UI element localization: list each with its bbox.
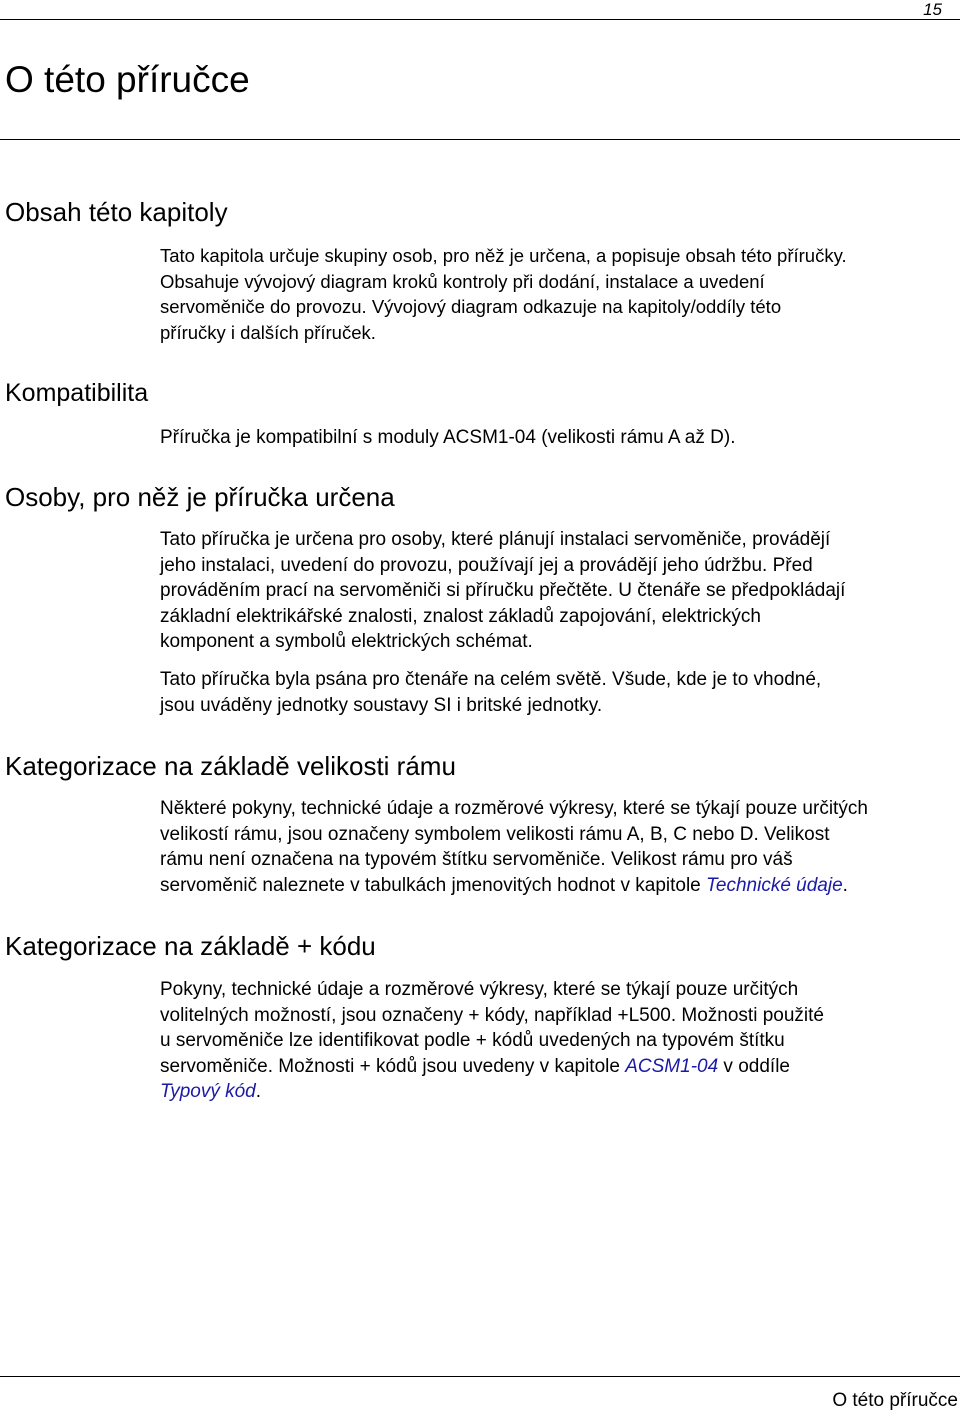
section-heading-audience: Osoby, pro něž je příručka určena (5, 482, 395, 512)
text-line: u servoměniče lze identifikovat podle + kódů uvedených na typovém štítku (160, 1030, 785, 1051)
text-line: Tato kapitola určuje skupiny osob, pro něž je určena, a popisuje obsah této příručky. (160, 245, 847, 266)
text-line: základní elektrikářské znalosti, znalost základů zapojování, elektrických (160, 605, 761, 627)
text-line: jeho instalaci, uvedení do provozu, používají jej a provádějí jeho údržbu. Před (160, 554, 813, 576)
text-line: Tato příručka byla psána pro čtenáře na celém světě. Všude, kde je to vhodné, (160, 669, 822, 690)
text-fragment: servoměniče. Možnosti + kódů jsou uvedeny v kapitole (160, 1055, 626, 1077)
text-line: jsou uváděny jednotky soustavy SI i britské jednotky. (160, 694, 603, 716)
text-fragment: . (842, 874, 848, 896)
link-technical-data[interactable]: Technické údaje (706, 874, 843, 896)
chapter-rule (0, 139, 960, 140)
audience-paragraph-2 (160, 667, 821, 718)
text-line (160, 873, 868, 899)
text-fragment: v oddíle (718, 1055, 790, 1077)
text-line: velikostí rámu, jsou označeny symbolem velikosti rámu A, B, C nebo D. Velikost (160, 823, 830, 845)
text-line: prováděním prací na servoměniči si příručku přečtěte. U čtenáře se předpokládají (160, 580, 846, 601)
contents-paragraph (160, 243, 847, 345)
text-line: komponent a symbolů elektrických schémat. (160, 631, 533, 652)
footer-text: O této příručce (832, 1390, 958, 1411)
chapter-title: O této příručce (5, 59, 250, 100)
plus-code-paragraph (160, 977, 824, 1105)
text-line: Příručka je kompatibilní s moduly ACSM1-04 (velikosti rámu A až D). (160, 427, 736, 448)
text-fragment: . (255, 1081, 262, 1102)
audience-paragraph-1 (160, 527, 845, 655)
compatibility-paragraph (160, 425, 735, 451)
link-acsm1-04[interactable]: ACSM1-04 (625, 1055, 719, 1077)
footer-rule (0, 1376, 960, 1377)
text-fragment: servoměnič naleznete v tabulkách jmenovitých hodnot v kapitole (160, 874, 707, 896)
frame-size-paragraph (160, 796, 868, 898)
page-number: 15 (923, 0, 942, 19)
section-heading-frame-size: Kategorizace na základě velikosti rámu (5, 751, 456, 781)
text-line: Pokyny, technické údaje a rozměrové výkresy, které se týkají pouze určitých (160, 979, 799, 1000)
top-rule (0, 19, 960, 20)
text-line: Obsahuje vývojový diagram kroků kontroly při dodání, instalace a uvedení (160, 270, 765, 292)
link-type-code[interactable]: Typový kód (160, 1081, 256, 1102)
text-line (160, 1054, 824, 1080)
section-heading-compatibility: Kompatibilita (5, 379, 149, 407)
text-line: rámu není označena na typovém štítku servoměniče. Velikost rámu pro váš (160, 849, 793, 870)
section-heading-contents: Obsah této kapitoly (5, 197, 228, 227)
text-line: Některé pokyny, technické údaje a rozměrové výkresy, které se týkají pouze určitých (160, 798, 868, 819)
text-line: příručky i dalších příruček. (160, 321, 376, 343)
text-line: Tato příručka je určena pro osoby, které plánují instalaci servoměniče, provádějí (160, 529, 831, 550)
text-line (160, 1079, 824, 1105)
text-line: servoměniče do provozu. Vývojový diagram odkazuje na kapitoly/oddíly této (160, 296, 782, 317)
section-heading-plus-code: Kategorizace na základě + kódu (5, 931, 376, 961)
text-line: volitelných možností, jsou označeny + kódy, například +L500. Možnosti použité (160, 1004, 824, 1026)
